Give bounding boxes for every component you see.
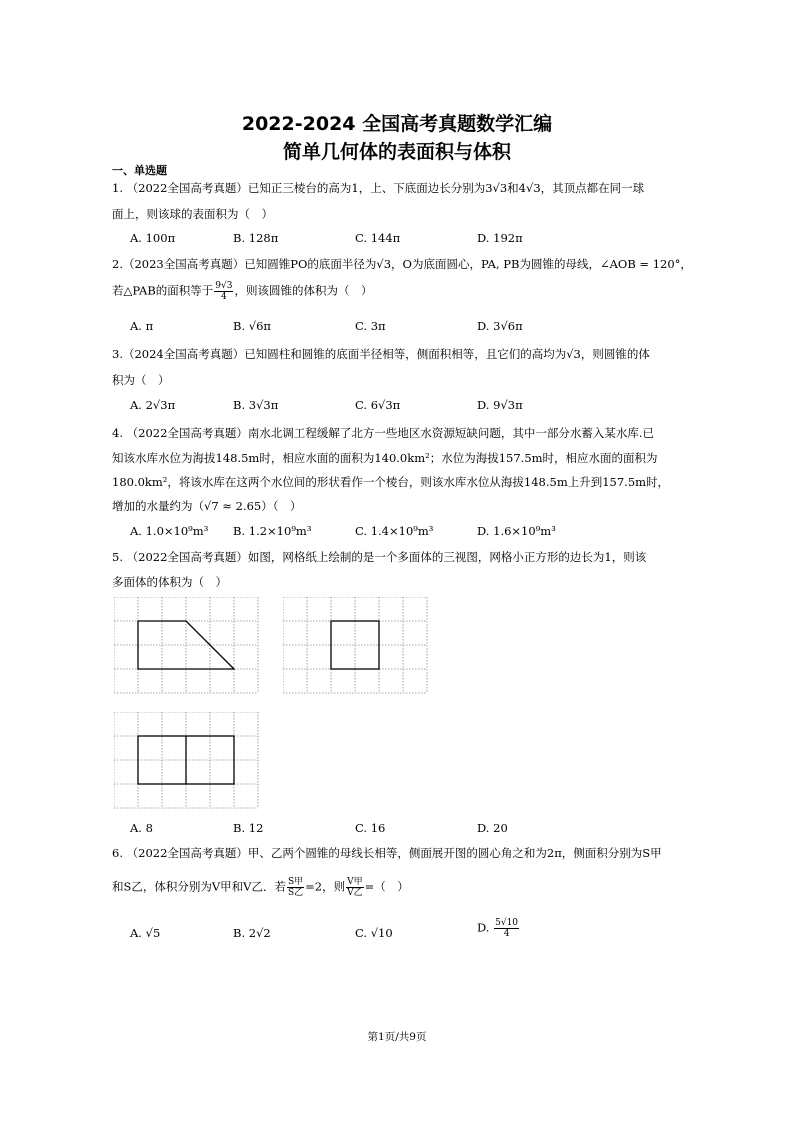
q1-option-c: C. 144π [355, 231, 401, 245]
q6-option-a: A. √5 [130, 926, 161, 940]
q6-fraction-s-den: S乙 [288, 888, 304, 898]
q6-option-b: B. 2√2 [233, 926, 271, 940]
q6-line2 [112, 877, 409, 898]
q2-option-b: B. √6π [233, 319, 271, 333]
q1-line2: 面上，则该球的表面积为（ ） [112, 207, 273, 221]
q6-options [130, 918, 690, 952]
q5-option-c: C. 16 [355, 821, 386, 835]
q1-option-b: B. 128π [233, 231, 279, 245]
q6-option-d-num: 5√10 [495, 918, 519, 928]
side-view-figure [283, 597, 429, 695]
q6-fraction-v [346, 877, 364, 898]
q6-fraction-v-den: V乙 [347, 888, 363, 898]
q6-option-c: C. √10 [355, 926, 393, 940]
document-title: 2022-2024 全国高考真题数学汇编 [241, 113, 553, 135]
q1-options [130, 231, 690, 249]
q3-option-a: A. 2√3π [130, 398, 176, 412]
q5-option-a: A. 8 [130, 821, 153, 835]
q3-line1: 3.（2024全国高考真题）已知圆柱和圆锥的底面半径相等，侧面积相等，且它们的高均为√3，则圆锥的体 [112, 347, 650, 361]
q4-line1: 4. （2022全国高考真题）南水北调工程缓解了北方一些地区水资源短缺问题，其中一部分水蓄入某水库.已 [112, 426, 655, 440]
front-view-gridlines [114, 597, 258, 693]
q2-option-c: C. 3π [355, 319, 386, 333]
q6-line2-mid: =2，则 [305, 879, 346, 894]
q4-option-a: A. 1.0×10⁹m³ [130, 524, 209, 538]
q1-option-a: A. 100π [130, 231, 176, 245]
q3-options [130, 398, 690, 416]
q5-option-d: D. 20 [477, 821, 508, 835]
q6-line2-prefix: 和S乙，体积分别为V甲和V乙．若 [112, 879, 286, 894]
q4-options [130, 524, 690, 542]
q6-option-d-label: D. [477, 920, 490, 935]
q6-line2-suffix: =（ ） [364, 879, 409, 894]
q4-line4: 增加的水量约为（√7 ≈ 2.65）（ ） [112, 499, 302, 513]
top-view-figure [114, 712, 260, 810]
q2-line1: 2.（2023全国高考真题）已知圆锥PO的底面半径为√3，O为底面圆心，PA, PB为圆锥的母线，∠AOB = 120°， [112, 257, 692, 271]
q6-fraction-v-num: V甲 [347, 877, 363, 887]
front-view-figure [114, 597, 260, 695]
q2-line2-suffix: ，则该圆锥的体积为（ ） [234, 283, 373, 298]
document-subtitle: 简单几何体的表面积与体积 [282, 141, 511, 163]
q4-option-d: D. 1.6×10⁹m³ [477, 524, 556, 538]
q4-line3: 180.0km²，将该水库在这两个水位间的形状看作一个棱台，则该水库水位从海拔148.5m上升到157.5m时， [112, 475, 670, 489]
q3-line2: 积为（ ） [112, 373, 170, 387]
q4-option-b: B. 1.2×10⁹m³ [233, 524, 312, 538]
q2-fraction-den: 4 [221, 292, 227, 302]
q4-option-c: C. 1.4×10⁹m³ [355, 524, 434, 538]
q1-line1: 1. （2022全国高考真题）已知正三棱台的高为1，上、下底面边长分别为3√3和4√3，其顶点都在同一球 [112, 181, 645, 195]
q6-option-d [477, 918, 520, 939]
q6-option-d-fraction [494, 918, 519, 939]
section-heading: 一、单选题 [112, 164, 167, 177]
q6-fraction-s-num: S甲 [288, 877, 304, 887]
q5-option-b: B. 12 [233, 821, 264, 835]
q5-line2: 多面体的体积为（ ） [112, 575, 227, 589]
q6-line1: 6. （2022全国高考真题）甲、乙两个圆锥的母线长相等，侧面展开图的圆心角之和为2π，侧面积分别为S甲 [112, 846, 662, 860]
q6-fraction-s [287, 877, 304, 898]
q2-options [130, 319, 690, 337]
q3-option-d: D. 9√3π [477, 398, 523, 412]
q2-option-d: D. 3√6π [477, 319, 523, 333]
q2-line2 [112, 281, 372, 302]
q2-option-a: A. π [130, 319, 154, 333]
q2-triangle-text: △PAB的面积等于 [123, 283, 214, 298]
side-view-gridlines [283, 597, 427, 693]
q2-fraction [214, 281, 233, 302]
q1-option-d: D. 192π [477, 231, 523, 245]
q4-line2: 知该水库水位为海拔148.5m时，相应水面的面积为140.0km²；水位为海拔157.5m时，相应水面的面积为 [112, 451, 658, 465]
page-footer: 第1页/共9页 [367, 1031, 427, 1043]
q2-fraction-num: 9√3 [215, 281, 233, 291]
q6-option-d-den: 4 [503, 929, 510, 939]
q5-line1: 5. （2022全国高考真题）如图，网格纸上绘制的是一个多面体的三视图，网格小正方形的边长为1，则该 [112, 550, 647, 564]
q2-line2-prefix: 若 [112, 283, 124, 298]
q5-options [130, 821, 690, 839]
q3-option-c: C. 6√3π [355, 398, 401, 412]
q3-option-b: B. 3√3π [233, 398, 279, 412]
